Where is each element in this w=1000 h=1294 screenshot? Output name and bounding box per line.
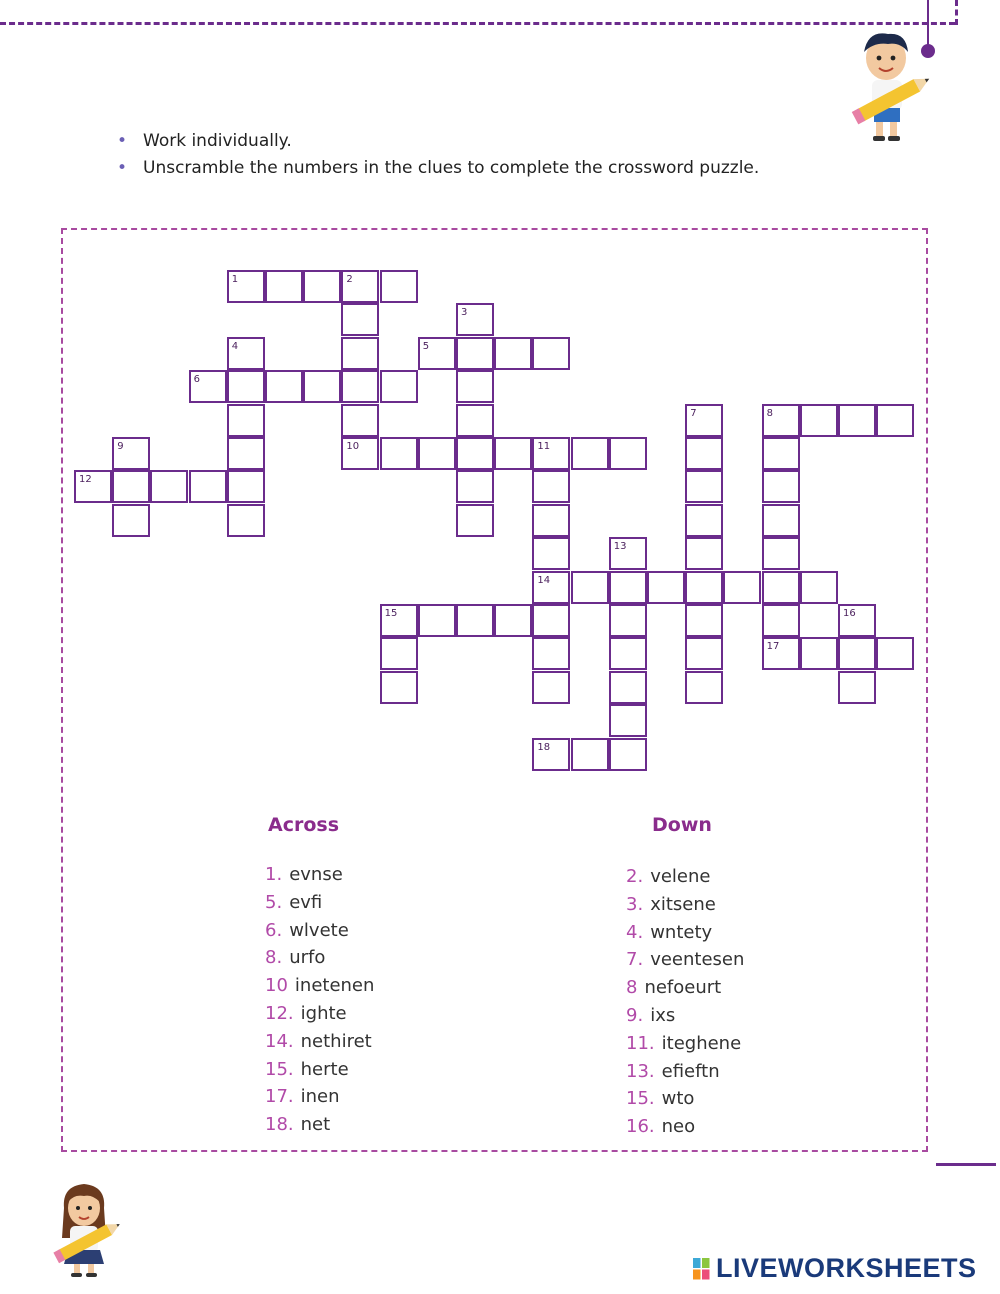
crossword-cell[interactable]: [532, 604, 570, 637]
clue-text: xitsene: [650, 893, 716, 915]
clue-number-label: 17.: [265, 1086, 294, 1108]
crossword-cell[interactable]: [456, 604, 494, 637]
crossword-cell[interactable]: [685, 671, 723, 704]
crossword-cell[interactable]: [112, 437, 150, 470]
crossword-cell[interactable]: [189, 370, 227, 403]
across-clue: [265, 944, 374, 972]
clue-text: ixs: [650, 1004, 676, 1026]
across-clue-list: [265, 861, 374, 1139]
crossword-cell[interactable]: [762, 637, 800, 670]
clue-text: inen: [300, 1086, 340, 1108]
crossword-cell[interactable]: [380, 671, 418, 704]
crossword-cell[interactable]: [685, 637, 723, 670]
clue-text: neo: [661, 1116, 696, 1138]
crossword-cell[interactable]: [189, 470, 227, 503]
across-clue: [265, 1083, 374, 1111]
crossword-cell[interactable]: [418, 337, 456, 370]
clue-number-label: 8.: [265, 947, 283, 969]
clue-text: herte: [300, 1058, 349, 1080]
crossword-cell[interactable]: [227, 404, 265, 437]
clue-text: net: [300, 1114, 331, 1136]
down-clue: [626, 891, 744, 919]
crossword-cell[interactable]: [532, 504, 570, 537]
crossword-cell[interactable]: [265, 370, 303, 403]
crossword-cell[interactable]: [762, 604, 800, 637]
down-clue: [626, 863, 744, 891]
crossword-cell[interactable]: [609, 671, 647, 704]
down-clue: [626, 1030, 744, 1058]
crossword-cell[interactable]: [838, 637, 876, 670]
clue-number: 1: [231, 274, 239, 285]
crossword-cell[interactable]: [800, 571, 838, 604]
clue-number-label: 10: [265, 975, 288, 997]
crossword-cell[interactable]: [609, 704, 647, 737]
crossword-cell[interactable]: [150, 470, 188, 503]
clue-number-label: 6.: [265, 919, 283, 941]
crossword-cell[interactable]: [800, 404, 838, 437]
crossword-cell[interactable]: [685, 504, 723, 537]
crossword-cell[interactable]: [532, 738, 570, 771]
clue-text: efieftn: [661, 1060, 720, 1082]
across-clue: [265, 1056, 374, 1084]
crossword-cell[interactable]: [685, 537, 723, 570]
crossword-cell[interactable]: [838, 604, 876, 637]
clue-number: 2: [346, 274, 353, 285]
clue-number: 12: [79, 474, 92, 486]
clue-text: ighte: [300, 1002, 347, 1024]
clue-text: wto: [661, 1088, 695, 1110]
crossword-cell[interactable]: [74, 470, 112, 503]
clue-number: 17: [766, 641, 780, 653]
crossword-cell[interactable]: [762, 437, 800, 470]
clue-number: 15: [384, 608, 398, 619]
clue-number-label: 1.: [265, 864, 283, 885]
crossword-cell[interactable]: [685, 571, 723, 604]
crossword-cell[interactable]: [571, 738, 609, 771]
clue-number: 9: [117, 441, 124, 452]
clue-number-label: 16.: [626, 1116, 655, 1138]
clue-number-label: 2.: [626, 866, 644, 887]
crossword-cell[interactable]: [532, 671, 570, 704]
clue-number-label: 7.: [626, 949, 644, 971]
down-heading: Down: [652, 814, 712, 836]
crossword-cell[interactable]: [838, 671, 876, 704]
crossword-cell[interactable]: [380, 370, 418, 403]
crossword-cell[interactable]: [380, 637, 418, 670]
crossword-cell[interactable]: [762, 404, 800, 437]
crossword-cell[interactable]: [456, 303, 494, 336]
crossword-cell[interactable]: [532, 337, 570, 370]
brand-name: LIVEWORKSHEETS: [716, 1253, 977, 1283]
crossword-cell[interactable]: [227, 470, 265, 503]
crossword-cell[interactable]: [762, 537, 800, 570]
clue-number-label: 9.: [626, 1004, 644, 1026]
crossword-cell[interactable]: [685, 470, 723, 503]
crossword-cell[interactable]: [303, 270, 341, 303]
crossword-cell[interactable]: [341, 337, 379, 370]
down-clue: [626, 919, 744, 947]
clue-number-label: 4.: [626, 921, 644, 943]
across-clue: [265, 1028, 374, 1056]
clue-number-label: 15.: [265, 1058, 294, 1080]
clue-text: veentesen: [650, 949, 745, 971]
clue-number: 11: [537, 441, 551, 452]
clue-text: wntety: [650, 921, 713, 943]
crossword-cell[interactable]: [876, 404, 914, 437]
crossword-cell[interactable]: [418, 604, 456, 637]
across-clue: [265, 917, 374, 945]
across-clue: [265, 972, 374, 1000]
clue-text: urfo: [289, 947, 326, 969]
down-clue: [626, 946, 744, 974]
crossword-cell[interactable]: [571, 571, 609, 604]
crossword-cell[interactable]: [532, 537, 570, 570]
instruction-item: • Unscramble the numbers in the clues to complete the crossword puzzle.: [115, 155, 759, 182]
crossword-cell[interactable]: [112, 470, 150, 503]
crossword-cell[interactable]: [494, 604, 532, 637]
clue-number-label: 14.: [265, 1030, 294, 1052]
across-clue: [265, 861, 374, 889]
clue-number: 13: [613, 541, 627, 553]
down-clue: [626, 1085, 744, 1113]
clue-text: velene: [650, 866, 711, 887]
crossword-cell[interactable]: [685, 404, 723, 437]
crossword-cell[interactable]: [609, 571, 647, 604]
crossword-cell[interactable]: [456, 437, 494, 470]
clue-text: nefoeurt: [644, 977, 722, 999]
clue-number: 14: [537, 574, 551, 586]
crossword-cell[interactable]: [532, 571, 570, 604]
crossword-cell[interactable]: [571, 437, 609, 470]
clue-number: 6: [193, 374, 200, 386]
crossword-cell[interactable]: [418, 437, 456, 470]
crossword-cell[interactable]: [341, 303, 379, 336]
crossword-cell[interactable]: [494, 337, 532, 370]
crossword-cell[interactable]: [303, 370, 341, 403]
crossword-cell[interactable]: [609, 604, 647, 637]
crossword-cell[interactable]: [532, 437, 570, 470]
clue-text: iteghene: [661, 1032, 742, 1054]
clue-number: 4: [231, 340, 239, 352]
across-clue: [265, 1000, 374, 1028]
clue-text: evfi: [289, 891, 323, 913]
crossword-cell[interactable]: [532, 637, 570, 670]
crossword-cell[interactable]: [341, 370, 379, 403]
crossword-cell[interactable]: [494, 437, 532, 470]
clue-text: nethiret: [300, 1030, 372, 1052]
crossword-cell[interactable]: [609, 738, 647, 771]
liveworksheets-logo-icon: [693, 1258, 710, 1280]
down-clue-list: [626, 863, 744, 1141]
clue-number: 5: [422, 340, 430, 352]
clue-number: 18: [537, 741, 551, 753]
crossword-cell[interactable]: [227, 337, 265, 370]
crossword-cell[interactable]: [609, 537, 647, 570]
crossword-cell[interactable]: [341, 270, 379, 303]
instruction-item: • Work individually.: [115, 128, 759, 155]
crossword-cell[interactable]: [265, 270, 303, 303]
down-clue: [626, 1058, 744, 1086]
across-clue: [265, 889, 374, 917]
clue-number: 3: [461, 307, 468, 319]
crossword-cell[interactable]: [609, 437, 647, 470]
crossword-cell[interactable]: [380, 437, 418, 470]
clue-number-label: 12.: [265, 1002, 294, 1024]
clue-number-label: 18.: [265, 1114, 294, 1136]
crossword-cell[interactable]: [647, 571, 685, 604]
bottom-right-line: [936, 1163, 996, 1166]
crossword-cell[interactable]: [456, 504, 494, 537]
crossword-cell[interactable]: [685, 437, 723, 470]
down-clue: [626, 1113, 744, 1141]
crossword-cell[interactable]: [456, 470, 494, 503]
crossword-cell[interactable]: [227, 437, 265, 470]
crossword-cell[interactable]: [456, 337, 494, 370]
crossword-cell[interactable]: [532, 470, 570, 503]
crossword-cell[interactable]: [341, 404, 379, 437]
crossword-cell[interactable]: [762, 470, 800, 503]
clue-number: 16: [843, 608, 856, 619]
clue-number-label: 8: [626, 977, 638, 999]
crossword-cell[interactable]: [609, 637, 647, 670]
across-clue: [265, 1111, 374, 1139]
clue-text: evnse: [289, 864, 343, 885]
clue-number: 10: [346, 441, 360, 452]
crossword-cell[interactable]: [685, 604, 723, 637]
crossword-cell[interactable]: [227, 270, 265, 303]
crossword-cell[interactable]: [380, 270, 418, 303]
crossword-cell[interactable]: [762, 504, 800, 537]
crossword-cell[interactable]: [723, 571, 761, 604]
crossword-cell[interactable]: [227, 370, 265, 403]
clue-number: 7: [690, 407, 697, 419]
crossword-cell[interactable]: [341, 437, 379, 470]
clue-number-label: 3.: [626, 893, 644, 915]
down-clue: [626, 1002, 744, 1030]
clue-text: inetenen: [294, 975, 375, 997]
clue-number-label: 15.: [626, 1088, 655, 1110]
crossword-cell[interactable]: [456, 404, 494, 437]
clue-text: wlvete: [289, 919, 349, 941]
clue-number-label: 5.: [265, 891, 283, 913]
crossword-cell[interactable]: [800, 637, 838, 670]
across-heading: Across: [268, 814, 340, 836]
girl-with-pencil-illustration: [52, 1180, 130, 1280]
crossword-cell[interactable]: [227, 504, 265, 537]
clue-number: 8: [766, 407, 773, 419]
crossword-cell[interactable]: [112, 504, 150, 537]
crossword-cell[interactable]: [762, 571, 800, 604]
crossword-cell[interactable]: [380, 604, 418, 637]
crossword-cell[interactable]: [876, 637, 914, 670]
clue-number-label: 11.: [626, 1032, 655, 1054]
down-clue: [626, 974, 744, 1002]
crossword-cell[interactable]: [838, 404, 876, 437]
clue-number-label: 13.: [626, 1060, 655, 1082]
crossword-cell[interactable]: [456, 370, 494, 403]
